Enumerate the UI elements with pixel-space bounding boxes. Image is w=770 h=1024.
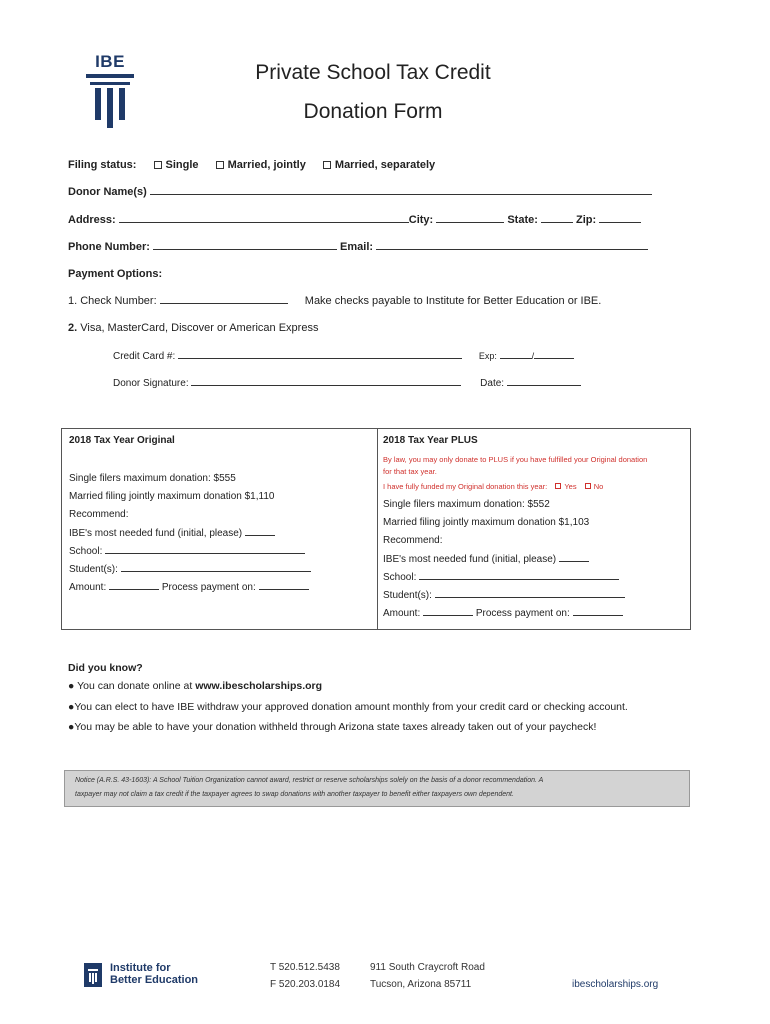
notice-line-1: Notice (A.R.S. 43-1603): A School Tuition Organization cannot award, restrict or reserve scholarships solely on the basis of a donor recommendation. A (75, 777, 544, 784)
state-label: State: (507, 214, 538, 226)
original-students-field[interactable] (121, 563, 311, 572)
ibe-logo (82, 52, 138, 132)
married-jointly-checkbox[interactable] (216, 161, 224, 169)
phone-field[interactable] (153, 241, 337, 250)
form-title-line1: Private School Tax Credit (255, 61, 491, 84)
footer-city: Tucson, Arizona 85711 (370, 979, 472, 990)
original-process-field[interactable] (259, 581, 309, 590)
single-option-label: Single (165, 159, 199, 171)
donor-names-label: Donor Name(s) (68, 186, 147, 198)
original-students-label: Student(s): (69, 564, 118, 575)
signature-field[interactable] (191, 377, 461, 386)
footer-website[interactable]: ibescholarships.org (572, 979, 659, 990)
payment-heading: Payment Options: (68, 268, 163, 280)
original-fund-initial-field[interactable] (245, 527, 275, 536)
original-school-label: School: (69, 546, 103, 557)
logo-text: IBE (95, 52, 125, 71)
signature-row (113, 377, 581, 389)
plus-amount-label: Amount: (383, 608, 421, 619)
original-school-field[interactable] (105, 545, 305, 554)
donor-names-row (68, 186, 652, 198)
phone-email-row (68, 241, 648, 253)
plus-students-field[interactable] (435, 589, 625, 598)
plus-max-single: Single filers maximum donation: $552 (383, 499, 550, 510)
date-field[interactable] (507, 377, 581, 386)
check-number-field[interactable] (160, 295, 288, 304)
plus-school-field[interactable] (419, 571, 619, 580)
original-box (61, 428, 378, 630)
check-row (68, 295, 601, 307)
original-amount-label: Amount: (69, 582, 107, 593)
city-field[interactable] (436, 214, 504, 223)
did-you-know-item-3: ●You may be able to have your donation withheld through Arizona state taxes already taken out of your paycheck! (68, 721, 597, 733)
signature-label: Donor Signature: (113, 378, 189, 389)
plus-fund-row (383, 553, 589, 565)
plus-funded-row (383, 482, 603, 491)
plus-no-label: No (593, 482, 604, 491)
plus-amount-field[interactable] (423, 607, 473, 616)
married-separately-checkbox[interactable] (323, 161, 331, 169)
zip-field[interactable] (599, 214, 641, 223)
option-2-number: 2. (68, 322, 78, 334)
original-amount-row (69, 581, 309, 593)
exp-year-field[interactable] (531, 350, 574, 361)
notice-line-2: taxpayer may not claim a tax credit if the taxpayer agrees to swap donations with another taxpayer to benefit either taxpayers own dependent. (75, 791, 514, 798)
original-fund-row (69, 527, 275, 539)
footer-logo-icon (84, 961, 106, 989)
plus-school-row (383, 571, 619, 583)
footer-org-name (110, 962, 198, 986)
address-label: Address: (68, 214, 116, 226)
plus-students-label: Student(s): (383, 590, 432, 601)
plus-fund-initial-field[interactable] (559, 553, 589, 562)
check-number-label: 1. Check Number: (68, 295, 157, 307)
footer-street: 911 South Craycroft Road (370, 962, 485, 973)
email-field[interactable] (376, 241, 648, 250)
did-you-know-item-1 (68, 680, 322, 692)
exp-month-field[interactable] (500, 350, 532, 359)
address-row (68, 214, 641, 226)
city-label: City: (408, 214, 434, 226)
online-donation-text: ● You can donate online at (68, 680, 193, 692)
plus-process-field[interactable] (573, 607, 623, 616)
credit-card-label: Credit Card #: (113, 351, 176, 362)
exp-label: Exp: (478, 351, 497, 361)
original-amount-field[interactable] (109, 581, 159, 590)
footer-org-line1: Institute for (110, 962, 171, 974)
card-option-row (68, 322, 318, 334)
form-title-line2: Donation Form (303, 100, 443, 123)
check-payable-note: Make checks payable to Institute for Better Education or IBE. (304, 295, 602, 307)
original-recommend: Recommend: (69, 509, 129, 520)
plus-recommend: Recommend: (383, 535, 443, 546)
original-fund-label: IBE's most needed fund (initial, please) (69, 528, 243, 539)
plus-students-row (383, 589, 625, 601)
column-icon (82, 52, 138, 132)
footer-fax: F 520.203.0184 (270, 979, 341, 990)
plus-school-label: School: (383, 572, 417, 583)
original-max-single: Single filers maximum donation: $555 (69, 473, 236, 484)
legal-notice (64, 770, 690, 807)
plus-note-line2: for that tax year. (383, 467, 437, 476)
plus-funded-question: I have fully funded my Original donation this year: (383, 482, 548, 491)
original-school-row (69, 545, 305, 557)
filing-status-row (68, 159, 435, 171)
zip-label: Zip: (576, 214, 597, 226)
did-you-know-item-2: ●You can elect to have IBE withdraw your approved donation amount monthly from your credit card or checking account. (68, 701, 628, 713)
plus-title: 2018 Tax Year PLUS (383, 435, 478, 446)
plus-process-label: Process payment on: (475, 608, 570, 619)
footer-org-line2: Better Education (110, 974, 199, 986)
phone-label: Phone Number: (68, 241, 150, 253)
single-checkbox[interactable] (154, 161, 162, 169)
credit-card-field[interactable] (178, 350, 462, 359)
plus-no-checkbox[interactable] (585, 483, 591, 489)
plus-max-married: Married filing jointly maximum donation $1,103 (383, 517, 590, 528)
date-label: Date: (480, 378, 505, 389)
plus-fund-label: IBE's most needed fund (initial, please) (383, 554, 557, 565)
did-you-know-heading: Did you know? (68, 662, 143, 674)
original-students-row (69, 563, 311, 575)
original-process-label: Process payment on: (161, 582, 256, 593)
donor-names-field[interactable] (150, 186, 652, 195)
exp-separator: / (531, 351, 535, 361)
plus-yes-checkbox[interactable] (555, 483, 561, 489)
plus-yes-label: Yes (564, 482, 577, 491)
filing-status-label: Filing status: (68, 159, 137, 171)
address-field[interactable] (119, 214, 409, 223)
website-link[interactable]: www.ibescholarships.org (195, 680, 323, 692)
plus-box (377, 428, 691, 630)
plus-note-line1: By law, you may only donate to PLUS if you have fulfilled your Original donation (383, 455, 648, 464)
footer-phone: T 520.512.5438 (270, 962, 340, 973)
state-field[interactable] (541, 214, 573, 223)
card-option-label: Visa, MasterCard, Discover or American Express (80, 322, 319, 334)
credit-card-row (113, 350, 574, 362)
email-label: Email: (340, 241, 374, 253)
plus-amount-row (383, 607, 623, 619)
original-max-married: Married filing jointly maximum donation $1,110 (69, 491, 275, 502)
married-jointly-option-label: Married, jointly (227, 159, 306, 171)
married-separately-option-label: Married, separately (334, 159, 436, 171)
original-title: 2018 Tax Year Original (69, 435, 175, 446)
